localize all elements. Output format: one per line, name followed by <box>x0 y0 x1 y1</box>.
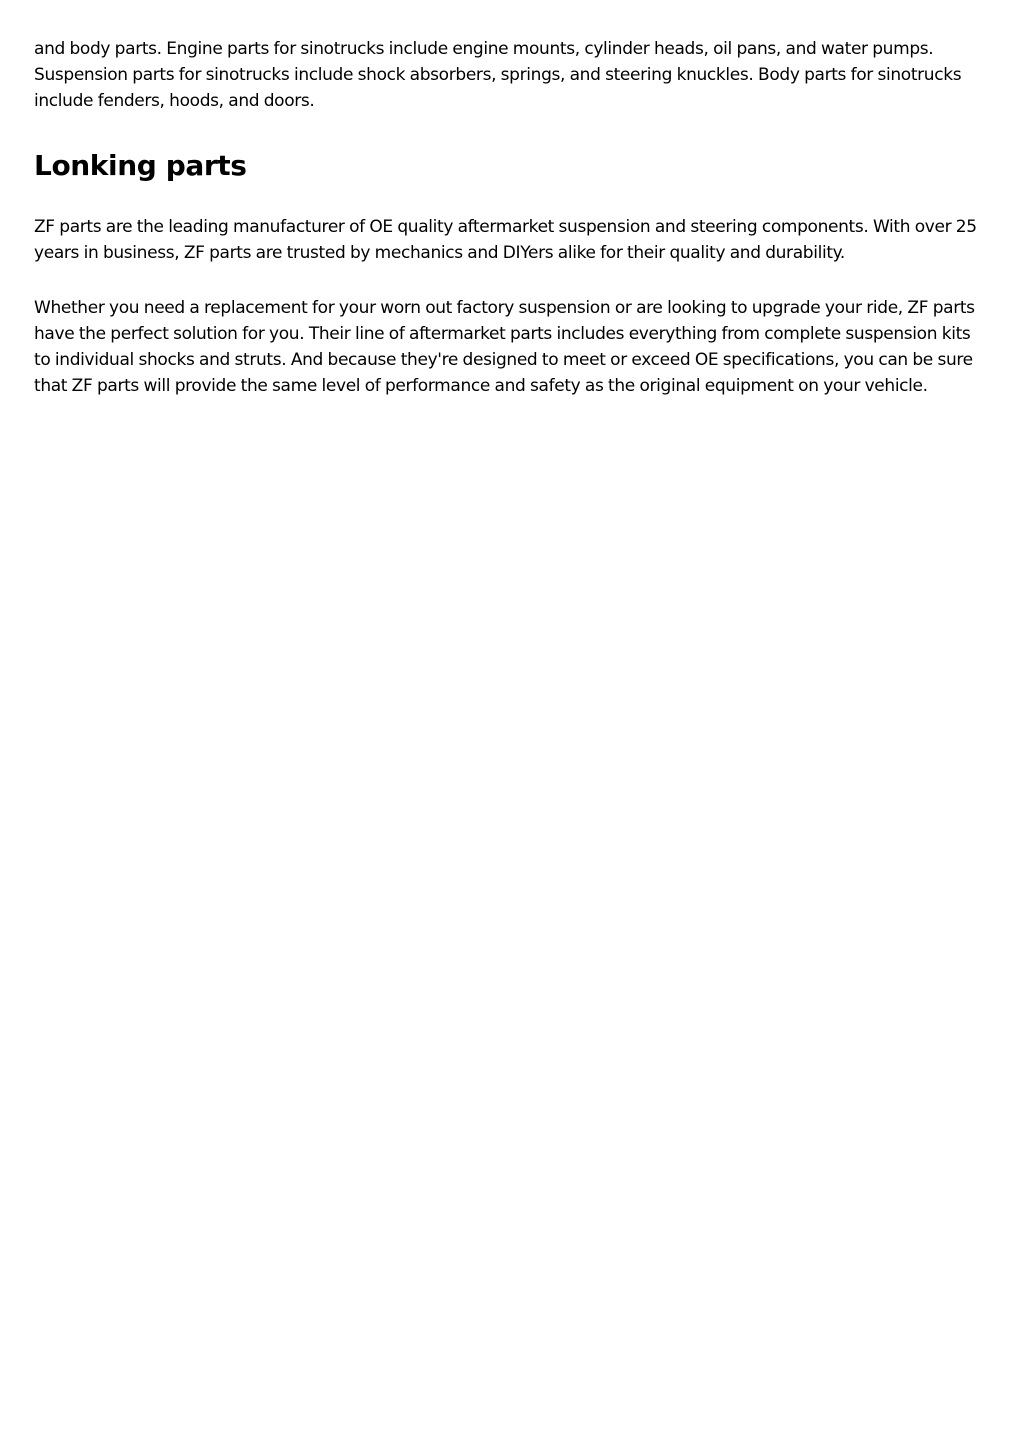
body-paragraph-1: ZF parts are the leading manufacturer of OE quality aftermarket suspension and steering components. With over 25 years in business, ZF parts are trusted by mechanics and DIYers alike for their quality and durability. <box>34 217 977 263</box>
body-paragraph-2: Whether you need a replacement for your worn out factory suspension or are looking to upgrade your ride, ZF parts have the perfect solution for you. Their line of aftermarket parts includes everything from complete suspension kits to individual shocks and struts. And because they're designed to meet or exceed OE specifications, you can be sure that ZF parts will provide the same level of performance and safety as the original equipment on your vehicle. <box>34 298 975 396</box>
intro-paragraph: and body parts. Engine parts for sinotrucks include engine mounts, cylinder heads, oil pans, and water pumps. Suspension parts for sinotrucks include shock absorbers, springs, and steering knuckles. Body parts for sinotrucks include fenders, hoods, and doors. <box>34 39 962 111</box>
section-heading: Lonking parts <box>34 149 247 182</box>
